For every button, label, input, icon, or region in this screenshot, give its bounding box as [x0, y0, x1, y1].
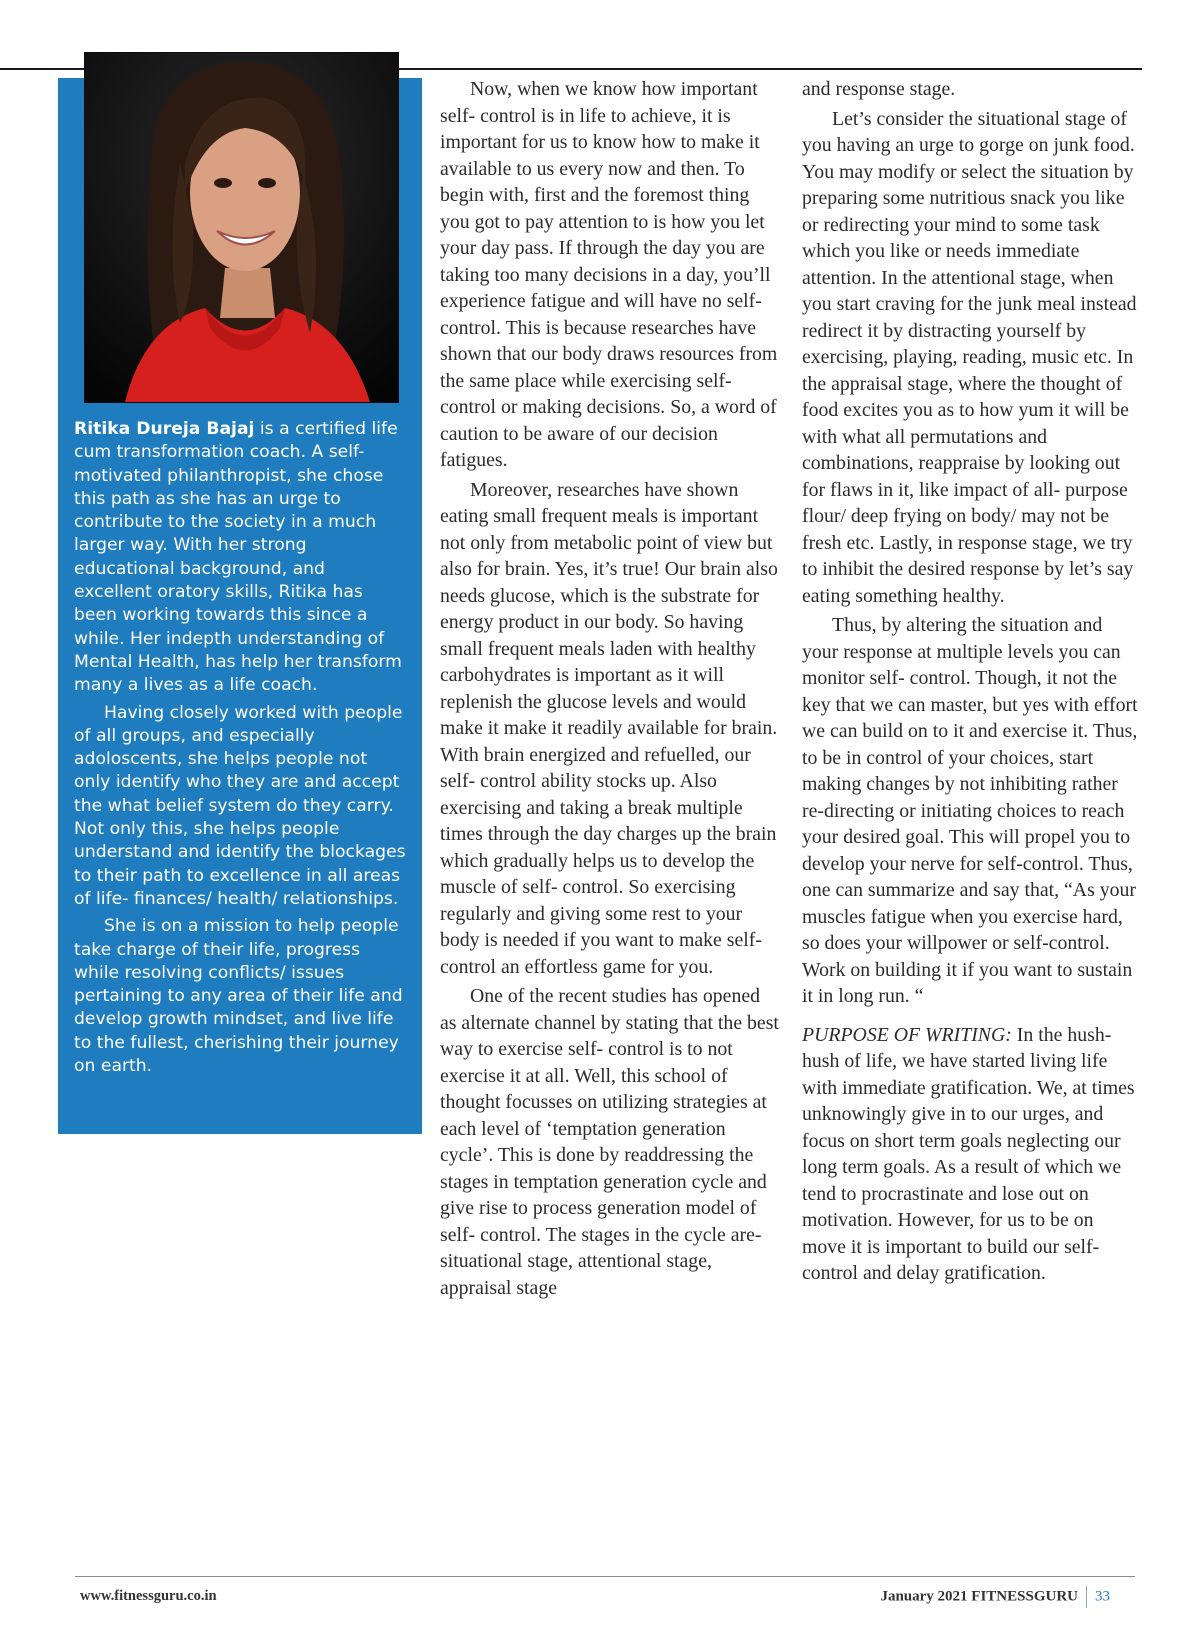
bio-paragraph-1 [74, 418, 406, 698]
article-column-1 [440, 76, 780, 1304]
footer-issue-info [880, 1586, 1110, 1608]
article-paragraph: One of the recent studies has opened as alternate channel by stating that the best way to exercise self- control is to not exercise it at all. Well, this school of thought focusses on utilizing strategies at each level of ‘temptation generation cycle’. This is done by readdressing the stages in temptation generation cycle and give rise to process generation model of self- control. The stages in the cycle are- situational stage, attentional stage, appraisal stage [440, 985, 779, 1299]
bio-paragraph-2: Having closely worked with people of all groups, and especially adoloscents, she helps people not only identify who they are and accept the what belief system do they carry. Not only this, she helps people understand and identify the blockages to their path to excellence in all areas of life- finances/ health/ relationships. [74, 702, 406, 909]
purpose-of-writing-paragraph [802, 1022, 1142, 1287]
author-bio [74, 418, 406, 1082]
article-paragraph: Now, when we know how important self- control is in life to achieve, it is important for us to know how to make it available to us every now and then. To begin with, first and the foremost thing you got to pay attention to is how you let your day pass. If through the day you are taking too many decisions in a day, you’ll experience fatigue and will have no self-control. This is because researches have shown that our body draws resources from the same place while exercising self- control or making decisions. So, a word of caution to be aware of our decision fatigues. [440, 78, 778, 471]
footer-issue: January 2021 FITNESSGURU [880, 1588, 1078, 1605]
article-paragraph: Moreover, researches have shown eating small frequent meals is important not only from metabolic point of view but also for brain. Yes, it’s true! Our brain also needs glucose, which is the substrate for energy product in our body. So having small frequent meals laden with healthy carbohydrates is important as it will replenish the glucose levels and would make it make it readily available for brain. With brain energized and refuelled, our self- control ability stocks up. Also exercising and taking a break multiple times through the day charges up the brain which gradually helps us to develop the muscle of self- control. So exercising regularly and giving some rest to your body is needed if you want to make self- control an effortless game for you. [440, 478, 778, 978]
author-name: Ritika Dureja Bajaj [74, 419, 255, 439]
author-photo [84, 52, 399, 403]
footer-website: www.fitnessguru.co.in [80, 1588, 217, 1604]
article-paragraph-continuation: and response stage. [802, 78, 956, 100]
page-number: 33 [1095, 1588, 1110, 1605]
bio-paragraph-3: She is on a mission to help people take charge of their life, progress while resolving conflicts/ issues pertaining to any area of their life and develop growth mindset, and live life to the fullest, cherishing their journey on earth. [74, 916, 403, 1077]
article-paragraph: Thus, by altering the situation and your response at multiple levels you can monitor self- control. Though, it not the key that we can master, but yes with effort we can build on to it and exercise it. Thus, to be in control of your choices, start making changes by not inhibiting rather re-directing or initiating choices to reach your desired goal. This will propel you to develop your nerve for self-control. Thus, one can summarize and say that, “As your muscles fatigue when you exercise hard, so does your willpower or self-control. Work on building it if you want to sustain it in long run. “ [802, 614, 1138, 1007]
purpose-label: PURPOSE OF WRITING: [802, 1023, 1012, 1046]
purpose-text: In the hush- hush of life, we have started living life with immediate gratification. We, at times unknowingly give in to our urges, and focus on short term goals neglecting our long term goals. As a result of which we tend to procrastinate and lose out on motivation. However, for us to be on move it is important to build our self- control and delay gratification. [802, 1023, 1135, 1284]
article-paragraph: Let’s consider the situational stage of you having an urge to gorge on junk food. You may modify or select the situation by preparing some nutritious snack you like or redirecting your mind to some task which you like or needs immediate attention. In the attentional stage, when you start craving for the junk meal instead redirect it by distracting yourself by exercising, playing, reading, music etc. In the appraisal stage, where the thought of food excites you as to how yum it will be with what all permutations and combinations, reappraise by looking out for flaws in it, like impact of all- purpose flour/ deep frying on body/ may not be fresh etc. Lastly, in response stage, we try to inhibit the desired response by let’s say eating something healthy. [802, 107, 1137, 607]
footer-rule [75, 1576, 1135, 1577]
article-column-2 [802, 76, 1142, 1290]
bio-paragraph-1-text: is a certified life cum transformation coach. A self-motivated philanthropist, she chose this path as she has an urge to contribute to the society in a much larger way. With her strong educational background, and excellent oratory skills, Ritika has been working towards this since a while. Her indepth understanding of Mental Health, has help her transform many a lives as a life coach. [74, 419, 402, 696]
footer-separator [1086, 1586, 1087, 1608]
author-portrait-image [85, 53, 398, 402]
